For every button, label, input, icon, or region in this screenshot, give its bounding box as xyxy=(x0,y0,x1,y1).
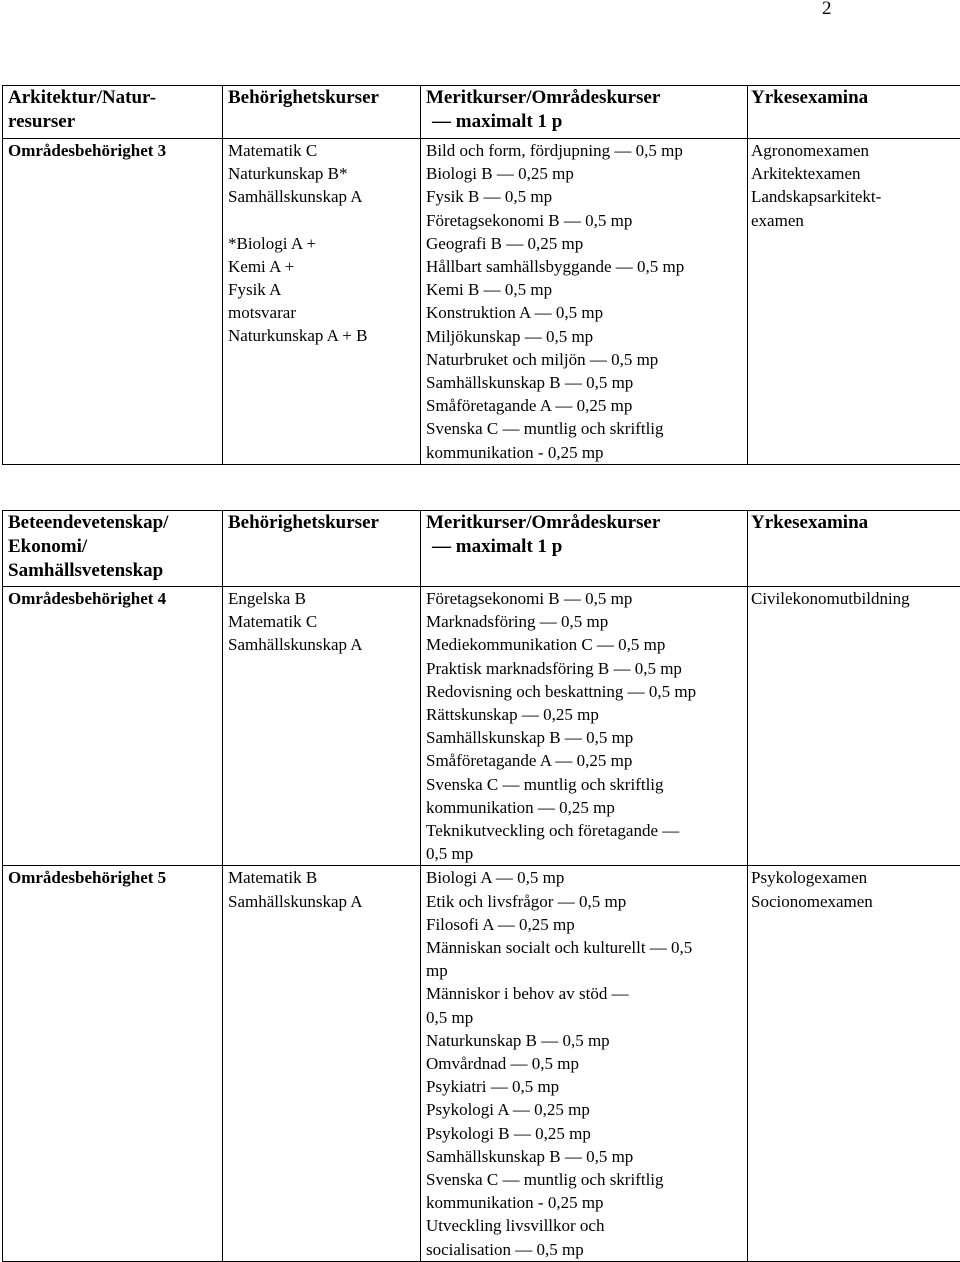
merit-header: Meritkurser/Områdeskurser xyxy=(426,86,742,110)
merit-course: Kemi B — 0,5 mp xyxy=(426,278,742,301)
area-label: Områdesbehörighet 5 xyxy=(8,866,217,889)
merit-course: Svenska C — muntlig och skriftlig xyxy=(426,1168,742,1191)
yrkes-header-cell xyxy=(748,86,960,139)
merit-course: Svenska C — muntlig och skriftlig xyxy=(426,773,742,796)
yrkes-item: Socionomexamen xyxy=(751,890,958,913)
merit-course: Omvårdnad — 0,5 mp xyxy=(426,1052,742,1075)
merit-course: Bild och form, fördjupning — 0,5 mp xyxy=(426,139,742,162)
merit-cell xyxy=(421,139,748,465)
behorighet-header: Behörighetskurser xyxy=(228,86,415,110)
behorighet-cell xyxy=(223,139,421,465)
merit-course: kommunikation — 0,25 mp xyxy=(426,796,742,819)
yrkes-item: examen xyxy=(751,209,958,232)
merit-course: Biologi B — 0,25 mp xyxy=(426,162,742,185)
merit-course: 0,5 mp xyxy=(426,1006,742,1029)
merit-course: Småföretagande A — 0,25 mp xyxy=(426,394,742,417)
merit-course: Psykologi B — 0,25 mp xyxy=(426,1122,742,1145)
table-row xyxy=(3,866,960,1261)
behorighet-course: Samhällskunskap A xyxy=(228,185,415,208)
behorighet-note: Naturkunskap A + B xyxy=(228,324,415,347)
behorighet-note: Kemi A + xyxy=(228,255,415,278)
behorighet-course: Matematik C xyxy=(228,610,415,633)
merit-course: mp xyxy=(426,959,742,982)
area-title-cell xyxy=(3,511,223,587)
behorighet-course: Matematik B xyxy=(228,866,415,889)
table-beteendevetenskap xyxy=(2,510,960,1262)
area-label: Områdesbehörighet 3 xyxy=(8,139,217,162)
merit-course: Naturkunskap B — 0,5 mp xyxy=(426,1029,742,1052)
behorighet-header-cell xyxy=(223,86,421,139)
merit-header: Meritkurser/Områdeskurser xyxy=(426,511,742,535)
merit-header-cell xyxy=(421,511,748,587)
yrkes-header-cell xyxy=(748,511,960,587)
merit-header-max: — maximalt 1 p xyxy=(426,535,742,559)
behorighet-course: Engelska B xyxy=(228,587,415,610)
spacer xyxy=(228,209,415,232)
merit-cell xyxy=(421,587,748,866)
yrkes-item: Arkitektexamen xyxy=(751,162,958,185)
yrkes-cell xyxy=(748,139,960,465)
area-title-line: Arkitektur/Natur- xyxy=(8,86,217,110)
table-row xyxy=(3,587,960,866)
behorighet-note: Fysik A xyxy=(228,278,415,301)
behorighet-note: motsvarar xyxy=(228,301,415,324)
table-header-row xyxy=(3,86,960,139)
merit-course: Företagsekonomi B — 0,5 mp xyxy=(426,209,742,232)
merit-course: Geografi B — 0,25 mp xyxy=(426,232,742,255)
yrkes-cell xyxy=(748,866,960,1261)
merit-course: Rättskunskap — 0,25 mp xyxy=(426,703,742,726)
merit-course: kommunikation - 0,25 mp xyxy=(426,441,742,464)
behorighet-note: *Biologi A + xyxy=(228,232,415,255)
merit-course: Psykiatri — 0,5 mp xyxy=(426,1075,742,1098)
table-header-row xyxy=(3,511,960,587)
merit-course: Naturbruket och miljön — 0,5 mp xyxy=(426,348,742,371)
area-cell xyxy=(3,139,223,465)
merit-course: Fysik B — 0,5 mp xyxy=(426,185,742,208)
merit-course: Människan socialt och kulturellt — 0,5 xyxy=(426,936,742,959)
merit-course: Filosofi A — 0,25 mp xyxy=(426,913,742,936)
table-row xyxy=(3,139,960,465)
behorighet-course: Matematik C xyxy=(228,139,415,162)
merit-course: socialisation — 0,5 mp xyxy=(426,1238,742,1261)
merit-course: Marknadsföring — 0,5 mp xyxy=(426,610,742,633)
behorighet-course: Samhällskunskap A xyxy=(228,633,415,656)
merit-course: Utveckling livsvillkor och xyxy=(426,1214,742,1237)
behorighet-cell xyxy=(223,866,421,1261)
area-cell xyxy=(3,587,223,866)
merit-course: Psykologi A — 0,25 mp xyxy=(426,1098,742,1121)
area-title-cell xyxy=(3,86,223,139)
merit-course: Samhällskunskap B — 0,5 mp xyxy=(426,1145,742,1168)
merit-course: Samhällskunskap B — 0,5 mp xyxy=(426,371,742,394)
yrkes-item: Agronomexamen xyxy=(751,139,958,162)
merit-course: Teknikutveckling och företagande — xyxy=(426,819,742,842)
behorighet-cell xyxy=(223,587,421,866)
yrkes-cell xyxy=(748,587,960,866)
area-label: Områdesbehörighet 4 xyxy=(8,587,217,610)
area-title-line: resurser xyxy=(8,110,217,134)
merit-course: Samhällskunskap B — 0,5 mp xyxy=(426,726,742,749)
merit-course: Mediekommunikation C — 0,5 mp xyxy=(426,633,742,656)
behorighet-header: Behörighetskurser xyxy=(228,511,415,535)
area-cell xyxy=(3,866,223,1261)
table-arkitektur xyxy=(2,85,960,465)
merit-course: Svenska C — muntlig och skriftlig xyxy=(426,417,742,440)
merit-course: Etik och livsfrågor — 0,5 mp xyxy=(426,890,742,913)
merit-course: kommunikation - 0,25 mp xyxy=(426,1191,742,1214)
page-number: 2 xyxy=(822,0,832,20)
merit-course: 0,5 mp xyxy=(426,842,742,865)
merit-course: Redovisning och beskattning — 0,5 mp xyxy=(426,680,742,703)
merit-course: Människor i behov av stöd — xyxy=(426,982,742,1005)
merit-header-cell xyxy=(421,86,748,139)
merit-course: Biologi A — 0,5 mp xyxy=(426,866,742,889)
yrkes-item: Civilekonomutbildning xyxy=(751,587,958,610)
yrkes-item: Psykologexamen xyxy=(751,866,958,889)
merit-course: Miljökunskap — 0,5 mp xyxy=(426,325,742,348)
merit-course: Praktisk marknadsföring B — 0,5 mp xyxy=(426,657,742,680)
area-title-line: Beteendevetenskap/ xyxy=(8,511,217,535)
merit-header-max: — maximalt 1 p xyxy=(426,110,742,134)
area-title-line: Samhällsvetenskap xyxy=(8,559,217,583)
yrkes-item: Landskapsarkitekt- xyxy=(751,185,958,208)
merit-course: Konstruktion A — 0,5 mp xyxy=(426,301,742,324)
merit-cell xyxy=(421,866,748,1261)
area-title-line: Ekonomi/ xyxy=(8,535,217,559)
yrkes-header: Yrkesexamina xyxy=(751,511,958,535)
merit-course: Företagsekonomi B — 0,5 mp xyxy=(426,587,742,610)
merit-course: Hållbart samhällsbyggande — 0,5 mp xyxy=(426,255,742,278)
merit-course: Småföretagande A — 0,25 mp xyxy=(426,749,742,772)
behorighet-header-cell xyxy=(223,511,421,587)
yrkes-header: Yrkesexamina xyxy=(751,86,958,110)
behorighet-course: Samhällskunskap A xyxy=(228,890,415,913)
behorighet-course: Naturkunskap B* xyxy=(228,162,415,185)
